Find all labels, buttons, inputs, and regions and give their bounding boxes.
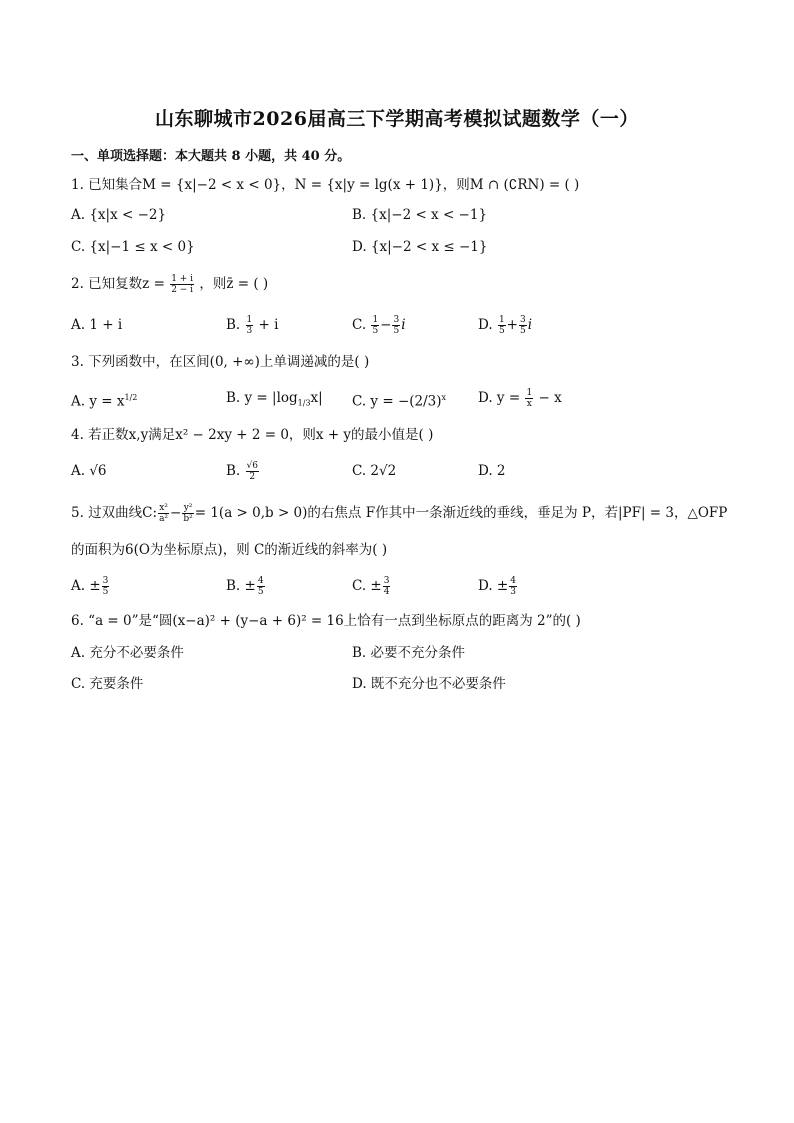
question-5-stem bbox=[71, 503, 727, 524]
option-fraction bbox=[525, 388, 533, 409]
question-6-option-c: C. 充要条件 bbox=[71, 676, 144, 692]
option-fraction bbox=[246, 461, 259, 482]
option-text: C. y = −(2/3) bbox=[352, 393, 442, 410]
question-3-option-b bbox=[226, 388, 323, 414]
question-5-fraction bbox=[158, 503, 169, 524]
fraction-denominator: a² bbox=[159, 514, 169, 524]
fraction-numerator: 1 + i bbox=[171, 274, 194, 284]
option-suffix: − x bbox=[538, 390, 562, 406]
question-6-option-d: D. 既不充分也不必要条件 bbox=[352, 676, 506, 692]
option-fraction bbox=[257, 576, 265, 597]
option-letter: B. bbox=[226, 463, 241, 479]
fraction-denominator: 2 bbox=[249, 472, 256, 482]
fraction-numerator: 4 bbox=[257, 576, 264, 586]
option-fraction bbox=[383, 576, 391, 597]
fraction-denominator: 4 bbox=[383, 587, 390, 597]
section-heading: 一、单项选择题：本大题共 8 小题，共 40 分。 bbox=[71, 149, 351, 164]
option-text: B. y = |log bbox=[226, 390, 298, 406]
fraction-denominator: x bbox=[526, 399, 532, 409]
question-3-option-d bbox=[478, 388, 562, 409]
option-fraction bbox=[519, 315, 527, 336]
question-1-option-c: C. {x|−1 ≤ x < 0} bbox=[71, 239, 195, 255]
question-1-option-a: A. {x|x < −2} bbox=[71, 207, 167, 223]
option-suffix: + i bbox=[258, 317, 279, 333]
question-4-option-c: C. 2√2 bbox=[352, 463, 397, 479]
fraction-denominator: 3 bbox=[510, 587, 516, 597]
option-letter: C. ± bbox=[352, 578, 382, 594]
question-1-option-d: D. {x|−2 < x ≤ −1} bbox=[352, 239, 488, 255]
option-letter: C. bbox=[352, 317, 367, 333]
option-letter: D. y = bbox=[478, 390, 521, 406]
option-suffix: x| bbox=[310, 390, 323, 406]
question-2-fraction bbox=[170, 274, 194, 295]
question-5-operator: − bbox=[170, 505, 182, 521]
fraction-denominator: 2 − i bbox=[171, 285, 194, 295]
fraction-numerator: √6 bbox=[246, 461, 258, 471]
question-5-option-d bbox=[478, 576, 518, 597]
option-exponent: x bbox=[441, 393, 447, 402]
question-6-stem: 6. “a = 0”是“圆(x−a)² + (y−a + 6)² = 16上恰有一点到坐标原点的距离为 2”的( ) bbox=[71, 613, 581, 629]
fraction-numerator: 3 bbox=[383, 576, 390, 586]
fraction-numerator: 3 bbox=[519, 315, 526, 325]
question-6-option-b: B. 必要不充分条件 bbox=[352, 645, 466, 661]
option-letter: B. ± bbox=[226, 578, 256, 594]
fraction-numerator: 3 bbox=[102, 576, 109, 586]
fraction-numerator: y² bbox=[183, 503, 193, 513]
option-exponent: 1/2 bbox=[124, 393, 138, 402]
question-5-stem-line2: 的面积为6(O为坐标原点)，则 C的渐近线的斜率为( ) bbox=[71, 542, 388, 558]
question-5-fraction bbox=[182, 503, 193, 524]
question-2-stem-prefix: 2. 已知复数z = bbox=[71, 276, 165, 292]
question-2-stem-suffix: ，则z̄ = ( ) bbox=[199, 276, 269, 292]
fraction-denominator: 5 bbox=[393, 326, 400, 336]
question-4-option-a: A. √6 bbox=[71, 463, 107, 479]
question-1-stem: 1. 已知集合M = {x|−2 < x < 0}，N = {x|y = lg(x + 1)}，则M ∩ (∁RN) = ( ) bbox=[71, 177, 580, 193]
question-5-option-c bbox=[352, 576, 391, 597]
fraction-numerator: 1 bbox=[498, 315, 505, 325]
fraction-numerator: 1 bbox=[526, 388, 533, 398]
option-letter: D. ± bbox=[478, 578, 509, 594]
question-2-stem bbox=[71, 274, 268, 295]
fraction-numerator: x² bbox=[159, 503, 168, 513]
fraction-numerator: 1 bbox=[372, 315, 379, 325]
option-fraction bbox=[392, 315, 400, 336]
question-3-option-a bbox=[71, 388, 137, 412]
question-2-option-c bbox=[352, 315, 406, 336]
fraction-numerator: 1 bbox=[246, 315, 253, 325]
option-letter: D. bbox=[478, 317, 493, 333]
question-4-stem: 4. 若正数x,y满足x² − 2xy + 2 = 0，则x + y的最小值是( ) bbox=[71, 427, 434, 443]
question-3-stem: 3. 下列函数中，在区间(0, +∞)上单调递减的是( ) bbox=[71, 354, 370, 370]
question-4-option-b bbox=[226, 461, 260, 482]
fraction-denominator: b² bbox=[183, 514, 193, 524]
question-5-option-a bbox=[71, 576, 110, 597]
question-1-option-b: B. {x|−2 < x < −1} bbox=[352, 207, 488, 223]
fraction-denominator: 5 bbox=[498, 326, 505, 336]
option-letter: B. bbox=[226, 317, 241, 333]
option-fraction bbox=[246, 315, 254, 336]
page-title: 山东聊城市2026届高三下学期高考模拟试题数学（一） bbox=[155, 108, 639, 130]
question-5-stem-prefix: 5. 过双曲线C: bbox=[71, 505, 158, 521]
question-4-option-d: D. 2 bbox=[478, 463, 506, 479]
question-2-option-b bbox=[226, 315, 278, 336]
option-suffix: i bbox=[527, 317, 533, 333]
option-suffix: i bbox=[401, 317, 406, 333]
question-5-option-b bbox=[226, 576, 266, 597]
option-letter: A. ± bbox=[71, 578, 101, 594]
fraction-denominator: 3 bbox=[246, 326, 253, 336]
option-operator: − bbox=[380, 317, 392, 333]
question-2-option-a: A. 1 + i bbox=[71, 317, 123, 333]
question-2-option-d bbox=[478, 315, 532, 336]
option-fraction bbox=[498, 315, 506, 336]
fraction-denominator: 5 bbox=[102, 587, 109, 597]
fraction-numerator: 3 bbox=[393, 315, 400, 325]
option-fraction bbox=[509, 576, 517, 597]
fraction-denominator: 5 bbox=[372, 326, 379, 336]
option-text: A. y = x bbox=[71, 393, 125, 410]
fraction-numerator: 4 bbox=[510, 576, 516, 586]
fraction-denominator: 5 bbox=[519, 326, 526, 336]
option-fraction bbox=[371, 315, 379, 336]
question-5-stem-suffix: = 1(a > 0,b > 0)的右焦点 F作其中一条渐近线的垂线，垂足为 P，若|PF| = 3，△OFP bbox=[194, 505, 728, 521]
option-fraction bbox=[102, 576, 110, 597]
option-operator: + bbox=[506, 317, 518, 333]
fraction-denominator: 5 bbox=[257, 587, 264, 597]
question-6-option-a: A. 充分不必要条件 bbox=[71, 645, 184, 661]
question-3-option-c bbox=[352, 388, 446, 412]
option-subscript: 1/3 bbox=[297, 398, 311, 408]
